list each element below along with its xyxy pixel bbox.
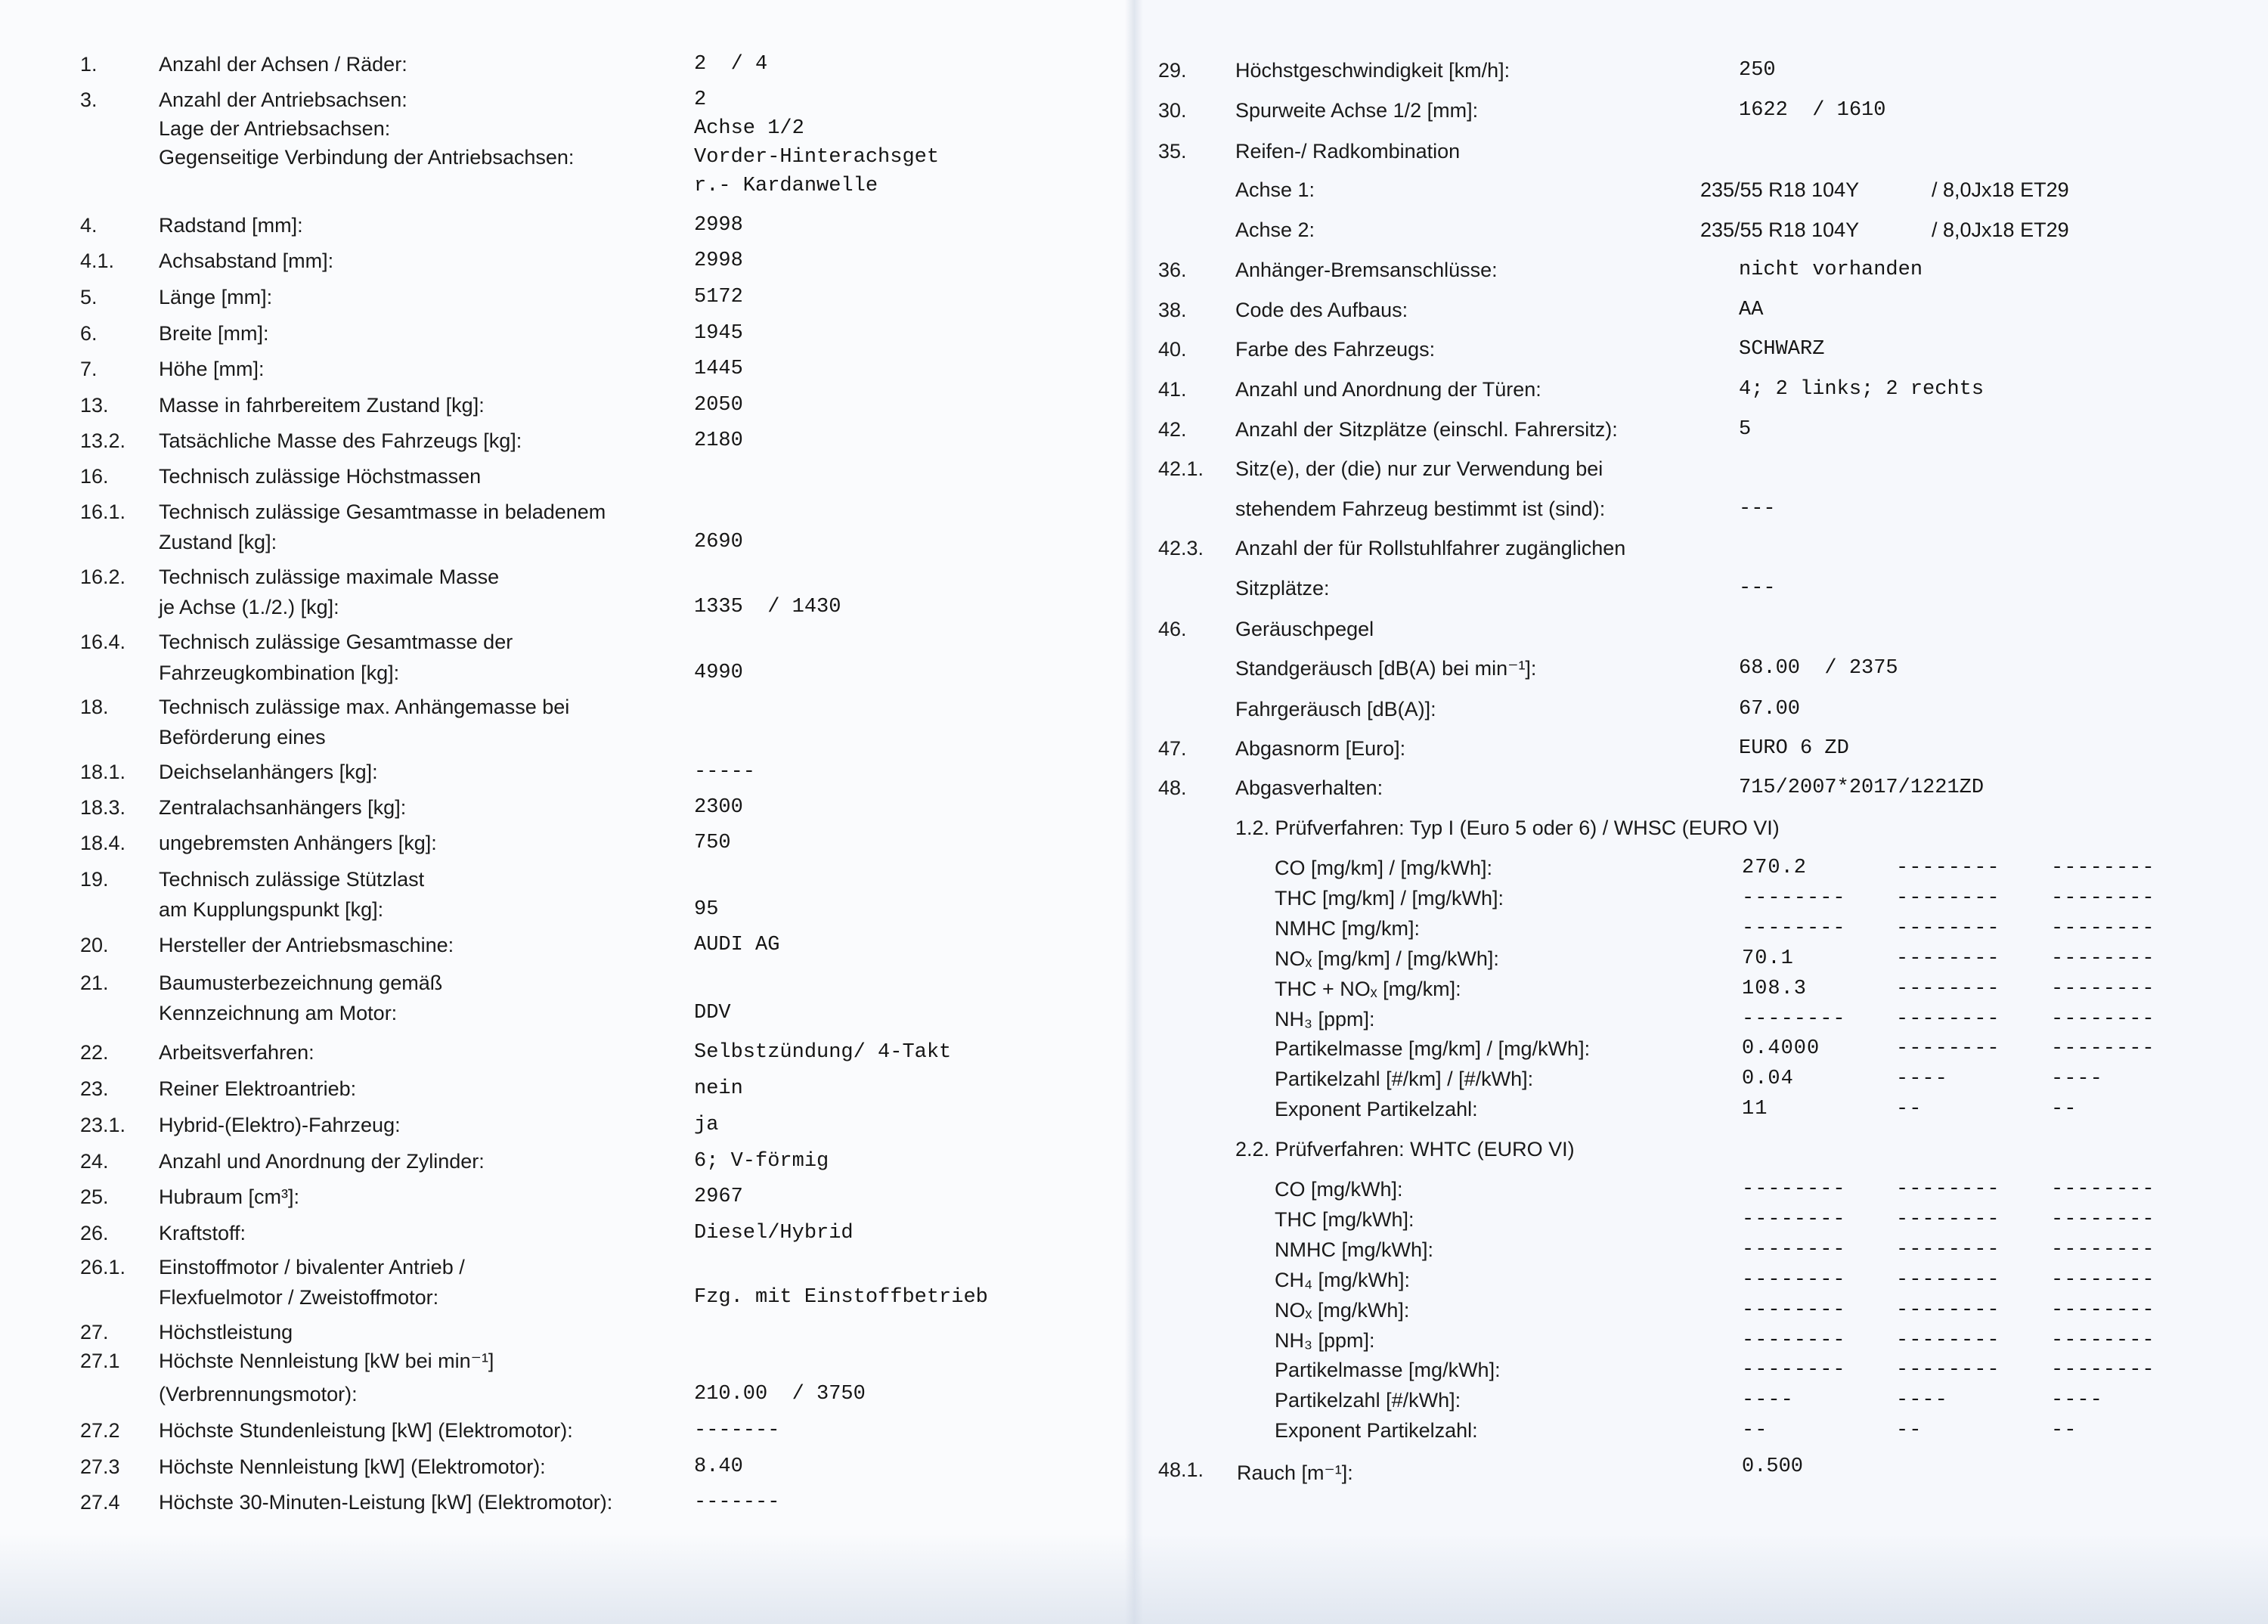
- emission-label: Partikelmasse [mg/km] / [mg/kWh]:: [1275, 1037, 1591, 1060]
- emission-value-2: --------: [1896, 1359, 2000, 1381]
- item-label: Höchste Stundenleistung [kW] (Elektromotor):: [159, 1419, 573, 1442]
- emission-value-1: --------: [1742, 917, 1846, 940]
- item-number: 29.: [1158, 59, 1187, 82]
- emission-value-2: --------: [1896, 1208, 2000, 1231]
- emission-value-2: --------: [1896, 1037, 2000, 1060]
- item-label: Technisch zulässige Gesamtmasse der: [159, 631, 513, 653]
- emission-value-2: --: [1896, 1419, 1923, 1442]
- emission-value-3: --------: [2051, 1208, 2155, 1231]
- item-value: -------: [694, 1419, 780, 1442]
- emission-value-3: --------: [2051, 1269, 2155, 1291]
- emission-value-2: --------: [1896, 857, 2000, 879]
- emission-value-2: --------: [1896, 1008, 2000, 1030]
- item-number: 35.: [1158, 140, 1187, 163]
- item-label: Beförderung eines: [159, 726, 326, 748]
- item-number: 42.3.: [1158, 537, 1204, 559]
- emission-value-1: --------: [1742, 1238, 1846, 1261]
- item-value: r.- Kardanwelle: [694, 175, 878, 197]
- emission-label: NOₓ [mg/km] / [mg/kWh]:: [1275, 947, 1499, 970]
- item-label: Höchstgeschwindigkeit [km/h]:: [1235, 59, 1510, 82]
- item-label: Radstand [mm]:: [159, 214, 303, 237]
- item-label: Reifen-/ Radkombination: [1235, 140, 1461, 163]
- item-number: 6.: [80, 322, 98, 345]
- item-number: 40.: [1158, 338, 1187, 361]
- item-label: Höchste Nennleistung [kW bei min⁻¹]: [159, 1350, 494, 1372]
- item-number: 7.: [80, 358, 98, 380]
- emission-value-1: --------: [1742, 1008, 1846, 1030]
- item-value: 0.500: [1742, 1455, 1804, 1478]
- item-value: 68.00 / 2375: [1739, 657, 1898, 680]
- emission-value-1: --------: [1742, 1329, 1846, 1352]
- item-number: 23.: [80, 1077, 109, 1100]
- item-value: Diesel/Hybrid: [694, 1222, 854, 1244]
- emission-value-3: --------: [2051, 947, 2155, 970]
- emission-value-3: --------: [2051, 1329, 2155, 1352]
- emission-value-2: --------: [1896, 917, 2000, 940]
- emission-value-3: --------: [2051, 887, 2155, 910]
- item-value: Selbstzündung/ 4-Takt: [694, 1041, 952, 1064]
- emission-label: CH₄ [mg/kWh]:: [1275, 1269, 1411, 1291]
- item-label: Baumusterbezeichnung gemäß: [159, 972, 443, 994]
- item-label: ungebremsten Anhängers [kg]:: [159, 832, 437, 854]
- item-label: Achse 1:: [1235, 178, 1315, 201]
- item-label: Anzahl der Antriebsachsen:: [159, 88, 407, 111]
- item-label: Zentralachsanhängers [kg]:: [159, 796, 407, 819]
- emission-label: THC + NOₓ [mg/km]:: [1275, 978, 1461, 1000]
- item-label: Gegenseitige Verbindung der Antriebsachsen:: [159, 146, 575, 169]
- emission-value-3: --------: [2051, 857, 2155, 879]
- item-value: nicht vorhanden: [1739, 259, 1923, 281]
- item-label: Hubraum [cm³]:: [159, 1185, 300, 1208]
- item-label: Technisch zulässige Höchstmassen: [159, 465, 482, 488]
- emission-label: NOₓ [mg/kWh]:: [1275, 1299, 1410, 1322]
- emission-value-2: --------: [1896, 1269, 2000, 1291]
- item-value: 2690: [694, 531, 743, 553]
- item-label: Anzahl und Anordnung der Zylinder:: [159, 1150, 485, 1173]
- item-label: Länge [mm]:: [159, 286, 273, 308]
- item-label: Technisch zulässige Stützlast: [159, 868, 425, 891]
- item-label: Tatsächliche Masse des Fahrzeugs [kg]:: [159, 429, 522, 452]
- emission-value-3: --------: [2051, 1037, 2155, 1060]
- item-number: 46.: [1158, 618, 1187, 640]
- item-value: 8.40: [694, 1455, 743, 1478]
- item-label: Höhe [mm]:: [159, 358, 265, 380]
- item-label: Höchstleistung: [159, 1321, 293, 1344]
- emission-value-2: --: [1896, 1098, 1923, 1120]
- item-value: 2050: [694, 394, 743, 417]
- item-value: 210.00 / 3750: [694, 1383, 866, 1406]
- item-number: 16.4.: [80, 631, 126, 653]
- item-number: 18.1.: [80, 761, 126, 783]
- item-value: 750: [694, 832, 731, 854]
- item-value: 4990: [694, 662, 743, 684]
- emission-label: Partikelzahl [#/km] / [#/kWh]:: [1275, 1068, 1534, 1090]
- item-label: Breite [mm]:: [159, 322, 269, 345]
- item-value: 250: [1739, 59, 1776, 82]
- emission-value-3: --------: [2051, 1178, 2155, 1201]
- emission-value-3: ----: [2051, 1389, 2103, 1412]
- item-number: 27.: [80, 1321, 109, 1344]
- item-label: Fahrgeräusch [dB(A)]:: [1235, 698, 1436, 721]
- item-label: Masse in fahrbereitem Zustand [kg]:: [159, 394, 485, 417]
- item-number: 25.: [80, 1185, 109, 1208]
- emission-value-2: --------: [1896, 1178, 2000, 1201]
- emission-value-3: --------: [2051, 978, 2155, 1000]
- item-label: Achse 2:: [1235, 218, 1315, 241]
- emission-value-2: ----: [1896, 1068, 1948, 1090]
- emission-value-2: --------: [1896, 1299, 2000, 1322]
- item-label: Abgasverhalten:: [1235, 776, 1383, 799]
- item-number: 41.: [1158, 378, 1187, 401]
- item-number: 26.1.: [80, 1256, 126, 1278]
- test-2-title: 2.2. Prüfverfahren: WHTC (EURO VI): [1235, 1138, 1575, 1161]
- emission-value-1: ----: [1742, 1389, 1794, 1412]
- item-label: Farbe des Fahrzeugs:: [1235, 338, 1436, 361]
- item-label: Einstoffmotor / bivalenter Antrieb /: [159, 1256, 465, 1278]
- emission-value-3: --------: [2051, 917, 2155, 940]
- item-label: Rauch [m⁻¹]:: [1237, 1461, 1353, 1484]
- emission-value-1: --------: [1742, 1299, 1846, 1322]
- item-value: Achse 1/2: [694, 117, 804, 140]
- item-number: 27.4: [80, 1491, 120, 1514]
- item-value: 1945: [694, 322, 743, 345]
- item-value: 2300: [694, 796, 743, 819]
- item-number: 22.: [80, 1041, 109, 1064]
- item-value: -------: [694, 1491, 780, 1514]
- emission-value-2: --------: [1896, 1329, 2000, 1352]
- item-value: DDV: [694, 1002, 731, 1024]
- item-label: Arbeitsverfahren:: [159, 1041, 314, 1064]
- emission-label: Partikelmasse [mg/kWh]:: [1275, 1359, 1501, 1381]
- page-fold: [1125, 0, 1143, 1624]
- item-value: 67.00: [1739, 698, 1801, 721]
- item-label: Anzahl der für Rollstuhlfahrer zugänglichen: [1235, 537, 1626, 559]
- item-value: 95: [694, 898, 719, 921]
- item-label: Hersteller der Antriebsmaschine:: [159, 934, 454, 956]
- item-value: 5: [1739, 418, 1752, 441]
- emission-value-1: --------: [1742, 1178, 1846, 1201]
- emission-value-3: --------: [2051, 1359, 2155, 1381]
- emission-value-2: --------: [1896, 947, 2000, 970]
- item-label: je Achse (1./2.) [kg]:: [159, 596, 339, 618]
- item-value: ja: [694, 1114, 719, 1136]
- item-number: 16.1.: [80, 501, 126, 523]
- emission-label: THC [mg/km] / [mg/kWh]:: [1275, 887, 1504, 910]
- emission-value-3: ----: [2051, 1068, 2103, 1090]
- item-number: 27.3: [80, 1455, 120, 1478]
- item-label: Achsabstand [mm]:: [159, 249, 334, 272]
- item-label: Hybrid-(Elektro)-Fahrzeug:: [159, 1114, 401, 1136]
- item-label: Sitzplätze:: [1235, 577, 1330, 600]
- item-label: Geräuschpegel: [1235, 618, 1374, 640]
- item-number: 16.: [80, 465, 109, 488]
- emission-value-2: --------: [1896, 1238, 2000, 1261]
- emission-label: NH₃ [ppm]:: [1275, 1329, 1375, 1352]
- item-number: 4.: [80, 214, 98, 237]
- item-number: 27.2: [80, 1419, 120, 1442]
- item-number: 18.: [80, 696, 109, 718]
- emission-label: THC [mg/kWh]:: [1275, 1208, 1414, 1231]
- item-number: 23.1.: [80, 1114, 126, 1136]
- emission-value-3: --------: [2051, 1008, 2155, 1030]
- item-label: Zustand [kg]:: [159, 531, 277, 553]
- item-value: Fzg. mit Einstoffbetrieb: [694, 1286, 988, 1309]
- item-number: 42.: [1158, 418, 1187, 441]
- item-number: 18.4.: [80, 832, 126, 854]
- item-number: 24.: [80, 1150, 109, 1173]
- emission-value-1: 70.1: [1742, 947, 1794, 970]
- emission-value-3: --------: [2051, 1299, 2155, 1322]
- emission-value-3: --------: [2051, 1238, 2155, 1261]
- item-value: EURO 6 ZD: [1739, 737, 1849, 760]
- item-value: SCHWARZ: [1739, 338, 1825, 361]
- item-value: -----: [694, 761, 756, 783]
- item-value: 5172: [694, 286, 743, 308]
- item-value: nein: [694, 1077, 743, 1100]
- item-value: 2998: [694, 214, 743, 237]
- emission-value-3: --: [2051, 1419, 2077, 1442]
- item-label: Lage der Antriebsachsen:: [159, 117, 391, 140]
- item-label: Standgeräusch [dB(A) bei min⁻¹]:: [1235, 657, 1537, 680]
- item-number: 4.1.: [80, 249, 115, 272]
- item-label: Fahrzeugkombination [kg]:: [159, 662, 400, 684]
- item-number: 1.: [80, 53, 98, 76]
- item-number: 18.3.: [80, 796, 126, 819]
- item-label: Deichselanhängers [kg]:: [159, 761, 378, 783]
- item-number: 20.: [80, 934, 109, 956]
- item-value: 2998: [694, 249, 743, 272]
- item-value: 1335 / 1430: [694, 596, 841, 618]
- item-number: 47.: [1158, 737, 1187, 760]
- emission-value-1: --: [1742, 1419, 1768, 1442]
- item-value: 4; 2 links; 2 rechts: [1739, 378, 1984, 401]
- item-number: 3.: [80, 88, 98, 111]
- item-label: Technisch zulässige maximale Masse: [159, 566, 500, 588]
- item-label: am Kupplungspunkt [kg]:: [159, 898, 384, 921]
- item-label: Code des Aufbaus:: [1235, 299, 1408, 321]
- emission-label: Exponent Partikelzahl:: [1275, 1098, 1478, 1120]
- item-value: 1445: [694, 358, 743, 380]
- item-value: ---: [1739, 577, 1776, 600]
- item-label: (Verbrennungsmotor):: [159, 1383, 358, 1406]
- item-number: 36.: [1158, 259, 1187, 281]
- item-label: Reiner Elektroantrieb:: [159, 1077, 357, 1100]
- item-value: AA: [1739, 299, 1764, 321]
- emission-value-1: 0.04: [1742, 1068, 1794, 1090]
- emission-value-3: --: [2051, 1098, 2077, 1120]
- item-number: 27.1: [80, 1350, 120, 1372]
- item-label: Kraftstoff:: [159, 1222, 246, 1244]
- emission-label: NH₃ [ppm]:: [1275, 1008, 1375, 1030]
- emission-label: NMHC [mg/km]:: [1275, 917, 1420, 940]
- item-value: 1622 / 1610: [1739, 99, 1886, 122]
- emission-label: NMHC [mg/kWh]:: [1275, 1238, 1434, 1261]
- item-value: 6; V-förmig: [694, 1150, 829, 1173]
- item-label: Sitz(e), der (die) nur zur Verwendung bei: [1235, 457, 1603, 480]
- item-value-rim: / 8,0Jx18 ET29: [1932, 218, 2069, 241]
- emission-value-1: 11: [1742, 1098, 1768, 1120]
- test-1-title: 1.2. Prüfverfahren: Typ I (Euro 5 oder 6) / WHSC (EURO VI): [1235, 817, 1780, 839]
- item-value: Vorder-Hinterachsget: [694, 146, 940, 169]
- emission-label: Partikelzahl [#/kWh]:: [1275, 1389, 1461, 1412]
- item-value: 2967: [694, 1185, 743, 1208]
- emission-value-1: --------: [1742, 887, 1846, 910]
- item-number: 42.1.: [1158, 457, 1204, 480]
- item-number: 16.2.: [80, 566, 126, 588]
- item-number: 19.: [80, 868, 109, 891]
- item-label: Abgasnorm [Euro]:: [1235, 737, 1406, 760]
- item-number: 48.1.: [1158, 1458, 1204, 1481]
- item-label: Technisch zulässige max. Anhängemasse bei: [159, 696, 570, 718]
- item-number: 5.: [80, 286, 98, 308]
- emission-value-1: 270.2: [1742, 857, 1808, 879]
- item-value: 2: [694, 88, 707, 111]
- item-label: Höchste 30-Minuten-Leistung [kW] (Elektromotor):: [159, 1491, 613, 1514]
- emission-value-2: ----: [1896, 1389, 1948, 1412]
- item-value: 2 / 4: [694, 53, 768, 76]
- item-label: Anzahl und Anordnung der Türen:: [1235, 378, 1541, 401]
- emission-label: CO [mg/km] / [mg/kWh]:: [1275, 857, 1493, 879]
- item-value: 715/2007*2017/1221ZD: [1739, 776, 1984, 799]
- item-number: 26.: [80, 1222, 109, 1244]
- item-value-rim: / 8,0Jx18 ET29: [1932, 178, 2069, 201]
- item-label: Höchste Nennleistung [kW] (Elektromotor):: [159, 1455, 546, 1478]
- item-label: Flexfuelmotor / Zweistoffmotor:: [159, 1286, 439, 1309]
- emission-value-2: --------: [1896, 887, 2000, 910]
- emission-value-1: --------: [1742, 1208, 1846, 1231]
- emission-value-1: --------: [1742, 1269, 1846, 1291]
- item-label: Anzahl der Sitzplätze (einschl. Fahrersitz):: [1235, 418, 1618, 441]
- item-value: 2180: [694, 429, 743, 452]
- item-value: 235/55 R18 104Y: [1700, 178, 1860, 201]
- item-number: 48.: [1158, 776, 1187, 799]
- emission-value-1: 108.3: [1742, 978, 1808, 1000]
- item-value: AUDI AG: [694, 934, 780, 956]
- item-number: 38.: [1158, 299, 1187, 321]
- bottom-shadow: [0, 1533, 2268, 1624]
- item-value: 235/55 R18 104Y: [1700, 218, 1860, 241]
- item-number: 30.: [1158, 99, 1187, 122]
- item-label: Technisch zulässige Gesamtmasse in beladenem: [159, 501, 606, 523]
- item-number: 21.: [80, 972, 109, 994]
- emission-value-2: --------: [1896, 978, 2000, 1000]
- emission-value-1: --------: [1742, 1359, 1846, 1381]
- item-number: 13.2.: [80, 429, 126, 452]
- item-label: Anhänger-Bremsanschlüsse:: [1235, 259, 1498, 281]
- item-label: Kennzeichnung am Motor:: [159, 1002, 398, 1024]
- item-label: Anzahl der Achsen / Räder:: [159, 53, 407, 76]
- item-label: Spurweite Achse 1/2 [mm]:: [1235, 99, 1479, 122]
- item-number: 13.: [80, 394, 109, 417]
- item-label: stehendem Fahrzeug bestimmt ist (sind):: [1235, 497, 1606, 520]
- item-value: ---: [1739, 497, 1776, 520]
- emission-value-1: 0.4000: [1742, 1037, 1820, 1060]
- emission-label: CO [mg/kWh]:: [1275, 1178, 1403, 1201]
- emission-label: Exponent Partikelzahl:: [1275, 1419, 1478, 1442]
